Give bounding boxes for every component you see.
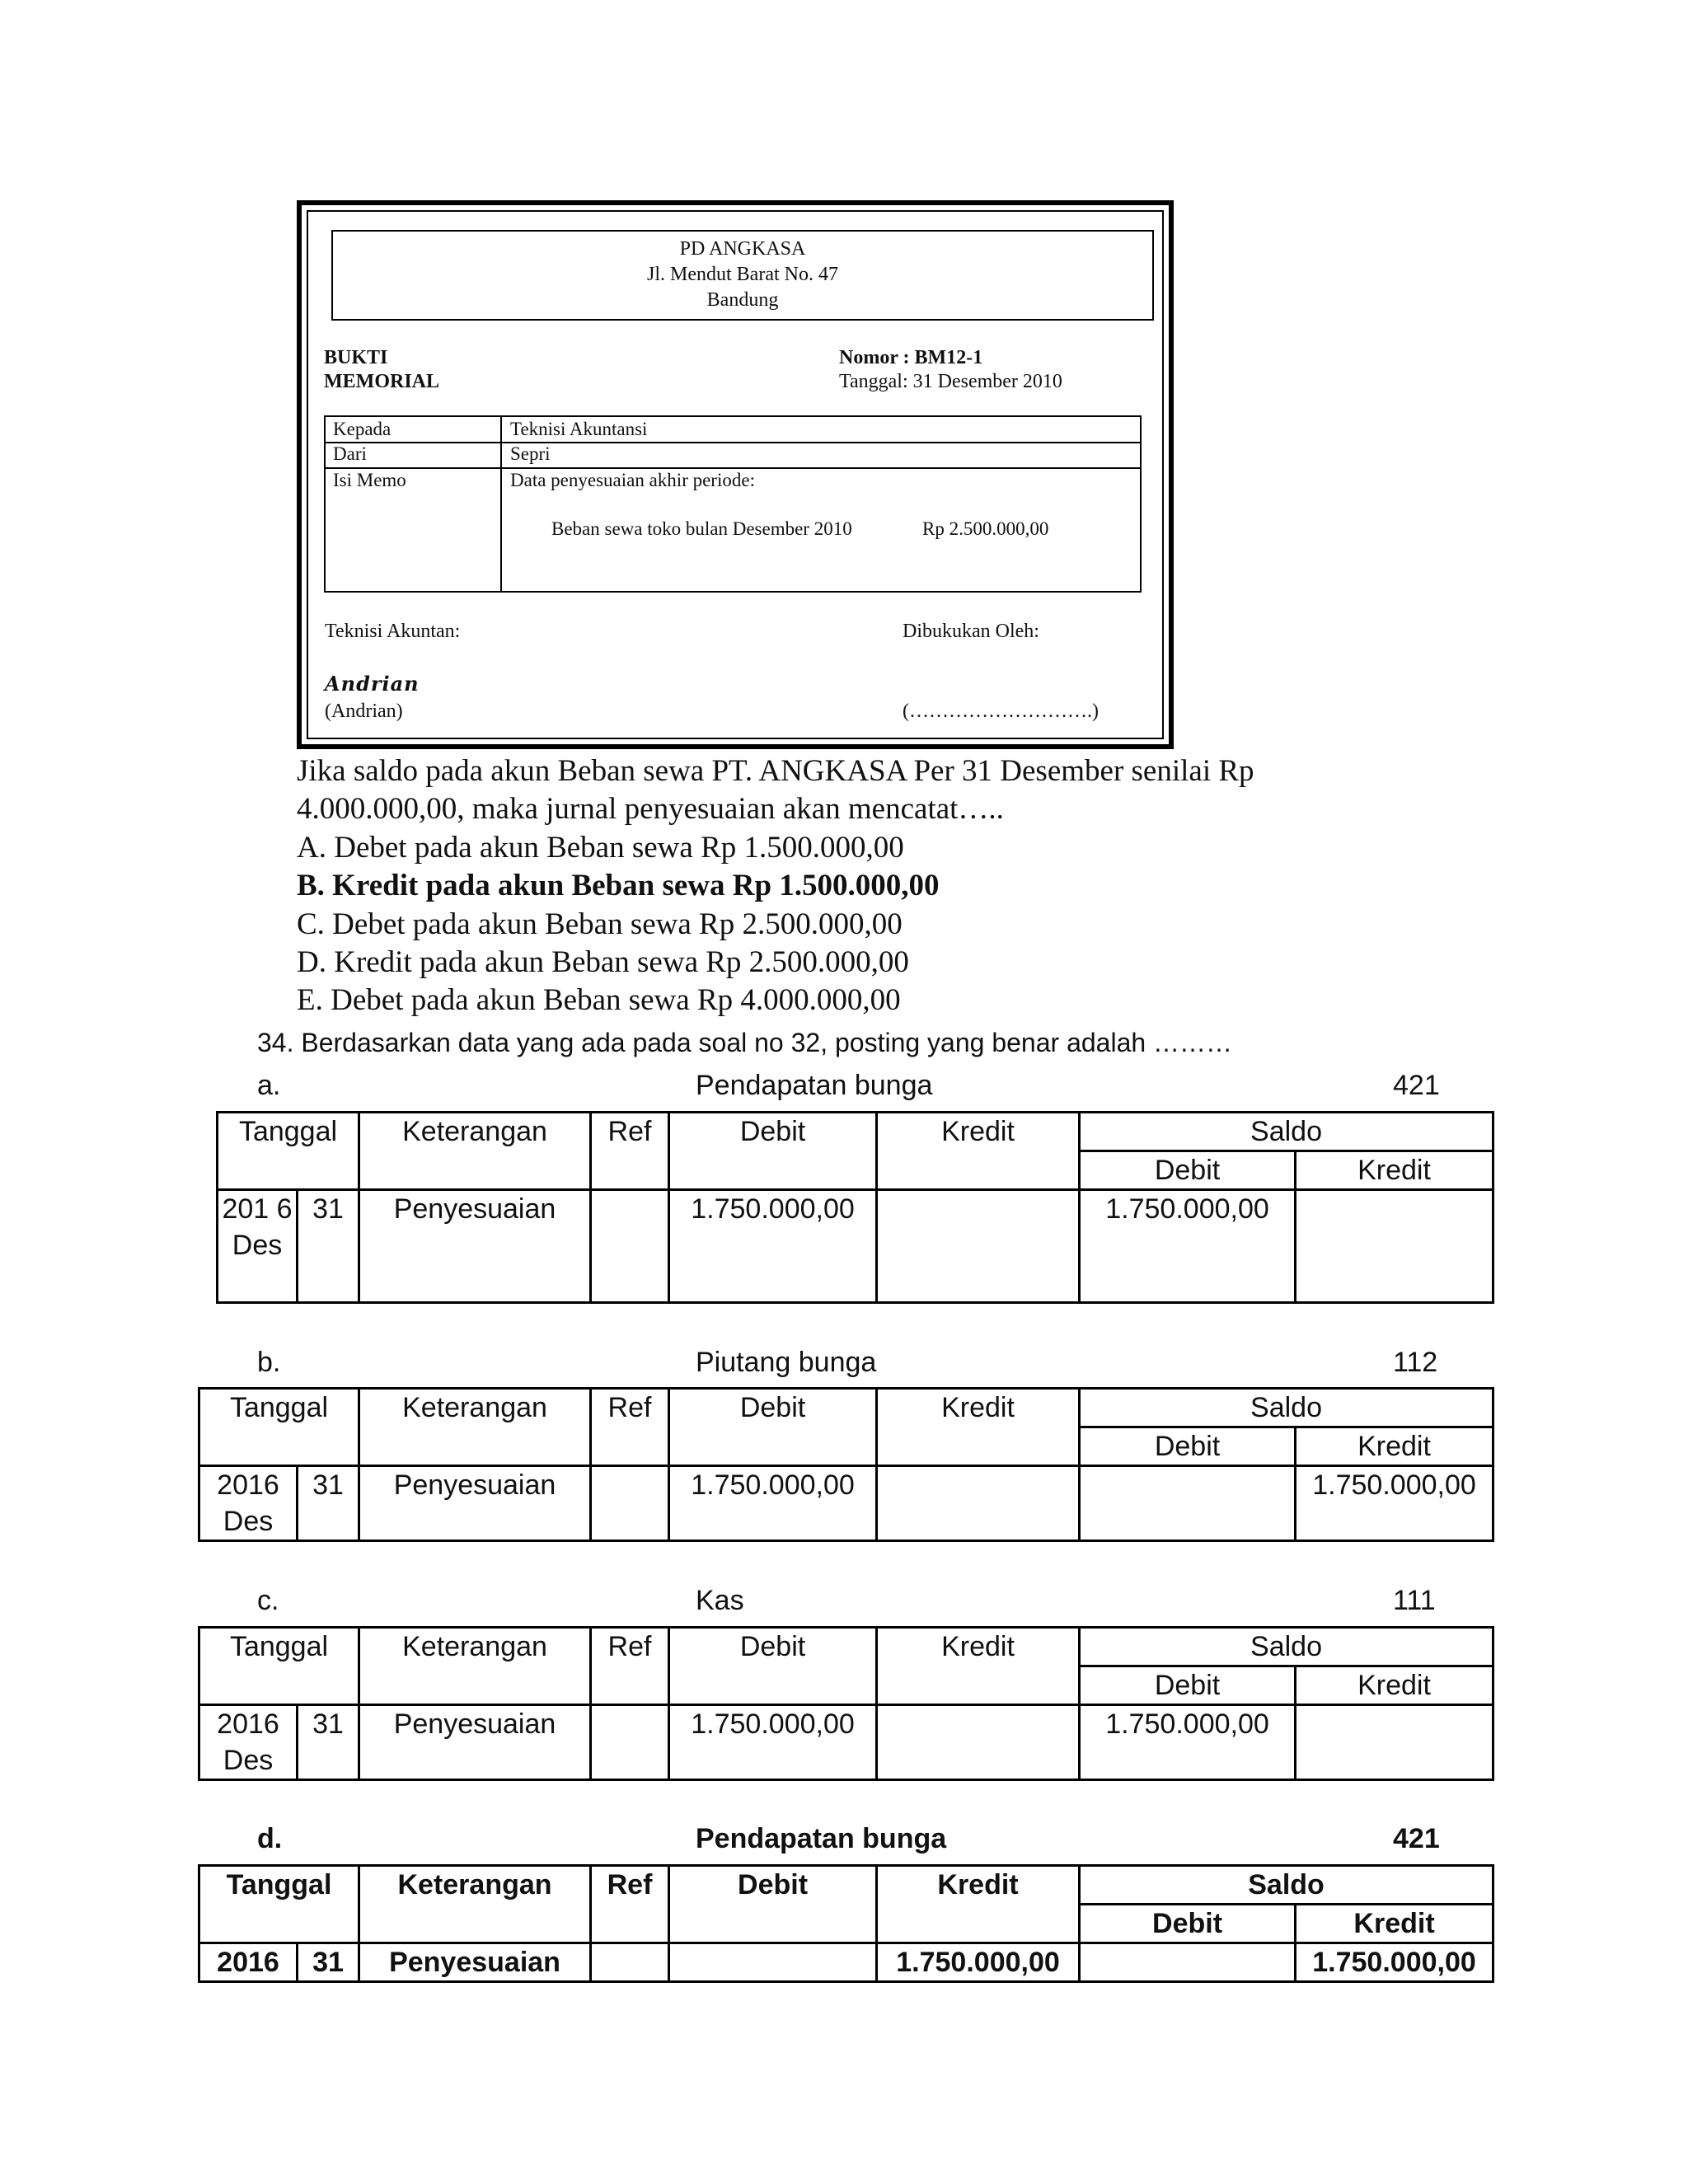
header-kredit: Kredit (877, 1113, 1080, 1190)
memo-inner-border (307, 210, 1164, 739)
cell-day: 31 (298, 1705, 359, 1780)
account-number: 421 (1393, 1070, 1440, 1101)
cell-day: 31 (298, 1466, 359, 1541)
memo-company-header (331, 230, 1154, 321)
header-saldo-debit: Debit (1080, 1427, 1296, 1466)
answer-option-d: D. Kredit pada akun Beban sewa Rp 2.500.000,00 (297, 945, 909, 979)
ledger-table-b (198, 1387, 1494, 1542)
header-saldo-kredit: Kredit (1296, 1666, 1493, 1705)
header-saldo: Saldo (1080, 1389, 1493, 1427)
cell-day: 31 (298, 1190, 359, 1303)
header-ref: Ref (591, 1389, 669, 1466)
header-keterangan: Keterangan (359, 1628, 591, 1705)
header-kredit: Kredit (877, 1628, 1080, 1705)
handwritten-signature: Andrian (325, 672, 420, 696)
header-debit: Debit (669, 1389, 877, 1466)
cell-debit: 1.750.000,00 (669, 1190, 877, 1303)
header-tanggal: Tanggal (218, 1113, 359, 1190)
signer-label: Teknisi Akuntan: (325, 621, 461, 642)
account-name: Piutang bunga (696, 1347, 877, 1378)
account-number: 112 (1393, 1347, 1438, 1378)
kepada-value: Teknisi Akuntansi (510, 419, 648, 439)
ledger-table-c (198, 1626, 1494, 1781)
memo-item-description: Beban sewa toko bulan Desember 2010 (551, 518, 852, 539)
header-saldo-kredit: Kredit (1296, 1427, 1493, 1466)
header-saldo: Saldo (1080, 1628, 1493, 1666)
account-name: Pendapatan bunga (696, 1823, 947, 1854)
company-address: Jl. Mendut Barat No. 47 (647, 264, 838, 285)
doc-date: Tanggal: 31 Desember 2010 (839, 371, 1062, 392)
account-name: Kas (696, 1585, 744, 1616)
cell-keterangan: Penyesuaian (359, 1943, 591, 1982)
header-debit: Debit (669, 1866, 877, 1943)
ledger-table-a (216, 1111, 1494, 1304)
header-ref: Ref (591, 1113, 669, 1190)
option-letter: c. (257, 1585, 279, 1616)
cell-kredit (877, 1190, 1080, 1303)
question-34-text: 34. Berdasarkan data yang ada pada soal no 32, posting yang benar adalah ……… (257, 1028, 1233, 1057)
answer-option-e: E. Debet pada akun Beban sewa Rp 4.000.000,00 (297, 983, 901, 1017)
cell-keterangan: Penyesuaian (359, 1466, 591, 1541)
header-ref: Ref (591, 1866, 669, 1943)
dari-label: Dari (333, 443, 367, 464)
cell-saldo-debit: 1.750.000,00 (1080, 1190, 1296, 1303)
cell-ref (591, 1943, 669, 1982)
cell-year: 2016 Des (199, 1466, 298, 1541)
doc-number: Nomor : BM12-1 (839, 347, 983, 368)
cell-keterangan: Penyesuaian (359, 1190, 591, 1303)
header-tanggal: Tanggal (199, 1866, 359, 1943)
header-debit: Debit (669, 1113, 877, 1190)
cell-debit (669, 1943, 877, 1982)
header-keterangan: Keterangan (359, 1113, 591, 1190)
header-kredit: Kredit (877, 1866, 1080, 1943)
option-letter: d. (257, 1823, 283, 1854)
memo-table-rule (326, 442, 1140, 443)
bukti-memorial-document (297, 200, 1174, 749)
cell-saldo-debit (1080, 1466, 1296, 1541)
cell-kredit (877, 1705, 1080, 1780)
cell-year: 2016 Des (199, 1705, 298, 1780)
header-keterangan: Keterangan (359, 1389, 591, 1466)
kepada-label: Kepada (333, 419, 392, 439)
doc-title-line-2: MEMORIAL (324, 371, 439, 392)
header-keterangan: Keterangan (359, 1866, 591, 1943)
answer-option-a: A. Debet pada akun Beban sewa Rp 1.500.000,00 (297, 831, 904, 865)
question-text-line-2: 4.000.000,00, maka jurnal penyesuaian akan mencatat….. (297, 792, 1004, 826)
header-saldo-kredit: Kredit (1296, 1905, 1493, 1943)
answer-option-b: B. Kredit pada akun Beban sewa Rp 1.500.000,00 (297, 869, 940, 902)
header-saldo-debit: Debit (1080, 1666, 1296, 1705)
booked-by-blank: (……………………….) (903, 701, 1099, 722)
cell-year: 201 6 Des (218, 1190, 298, 1303)
cell-saldo-kredit: 1.750.000,00 (1296, 1943, 1493, 1982)
booked-by-label: Dibukukan Oleh: (903, 621, 1039, 642)
cell-day: 31 (298, 1943, 359, 1982)
cell-keterangan: Penyesuaian (359, 1705, 591, 1780)
dari-value: Sepri (510, 443, 551, 464)
header-tanggal: Tanggal (199, 1628, 359, 1705)
header-saldo-debit: Debit (1080, 1151, 1296, 1190)
memo-detail-table (324, 415, 1142, 593)
cell-saldo-kredit: 1.750.000,00 (1296, 1466, 1493, 1541)
account-number: 421 (1393, 1823, 1440, 1854)
isi-memo-value: Data penyesuaian akhir periode: (510, 470, 755, 490)
header-saldo: Saldo (1080, 1866, 1493, 1905)
header-debit: Debit (669, 1628, 877, 1705)
company-city: Bandung (706, 289, 779, 311)
header-saldo: Saldo (1080, 1113, 1493, 1151)
header-kredit: Kredit (877, 1389, 1080, 1466)
option-letter: b. (257, 1347, 281, 1378)
isi-memo-label: Isi Memo (333, 470, 406, 490)
option-letter: a. (257, 1070, 281, 1101)
answer-option-c: C. Debet pada akun Beban sewa Rp 2.500.000,00 (297, 907, 903, 941)
cell-saldo-debit (1080, 1943, 1296, 1982)
cell-kredit: 1.750.000,00 (877, 1943, 1080, 1982)
doc-title-line-1: BUKTI (324, 347, 388, 368)
ledger-table-d (198, 1864, 1494, 1983)
cell-ref (591, 1466, 669, 1541)
company-name: PD ANGKASA (679, 238, 806, 260)
cell-debit: 1.750.000,00 (669, 1466, 877, 1541)
account-number: 111 (1393, 1585, 1436, 1616)
cell-year: 2016 (199, 1943, 298, 1982)
cell-saldo-kredit (1296, 1705, 1493, 1780)
header-ref: Ref (591, 1628, 669, 1705)
memo-item-amount: Rp 2.500.000,00 (922, 518, 1049, 539)
question-text-line-1: Jika saldo pada akun Beban sewa PT. ANGKASA Per 31 Desember senilai Rp (297, 754, 1254, 788)
cell-ref (591, 1705, 669, 1780)
cell-debit: 1.750.000,00 (669, 1705, 877, 1780)
cell-kredit (877, 1466, 1080, 1541)
header-saldo-kredit: Kredit (1296, 1151, 1493, 1190)
account-name: Pendapatan bunga (696, 1070, 933, 1101)
header-saldo-debit: Debit (1080, 1905, 1296, 1943)
cell-saldo-kredit (1296, 1190, 1493, 1303)
cell-ref (591, 1190, 669, 1303)
cell-saldo-debit: 1.750.000,00 (1080, 1705, 1296, 1780)
header-tanggal: Tanggal (199, 1389, 359, 1466)
signer-name: (Andrian) (325, 701, 403, 722)
